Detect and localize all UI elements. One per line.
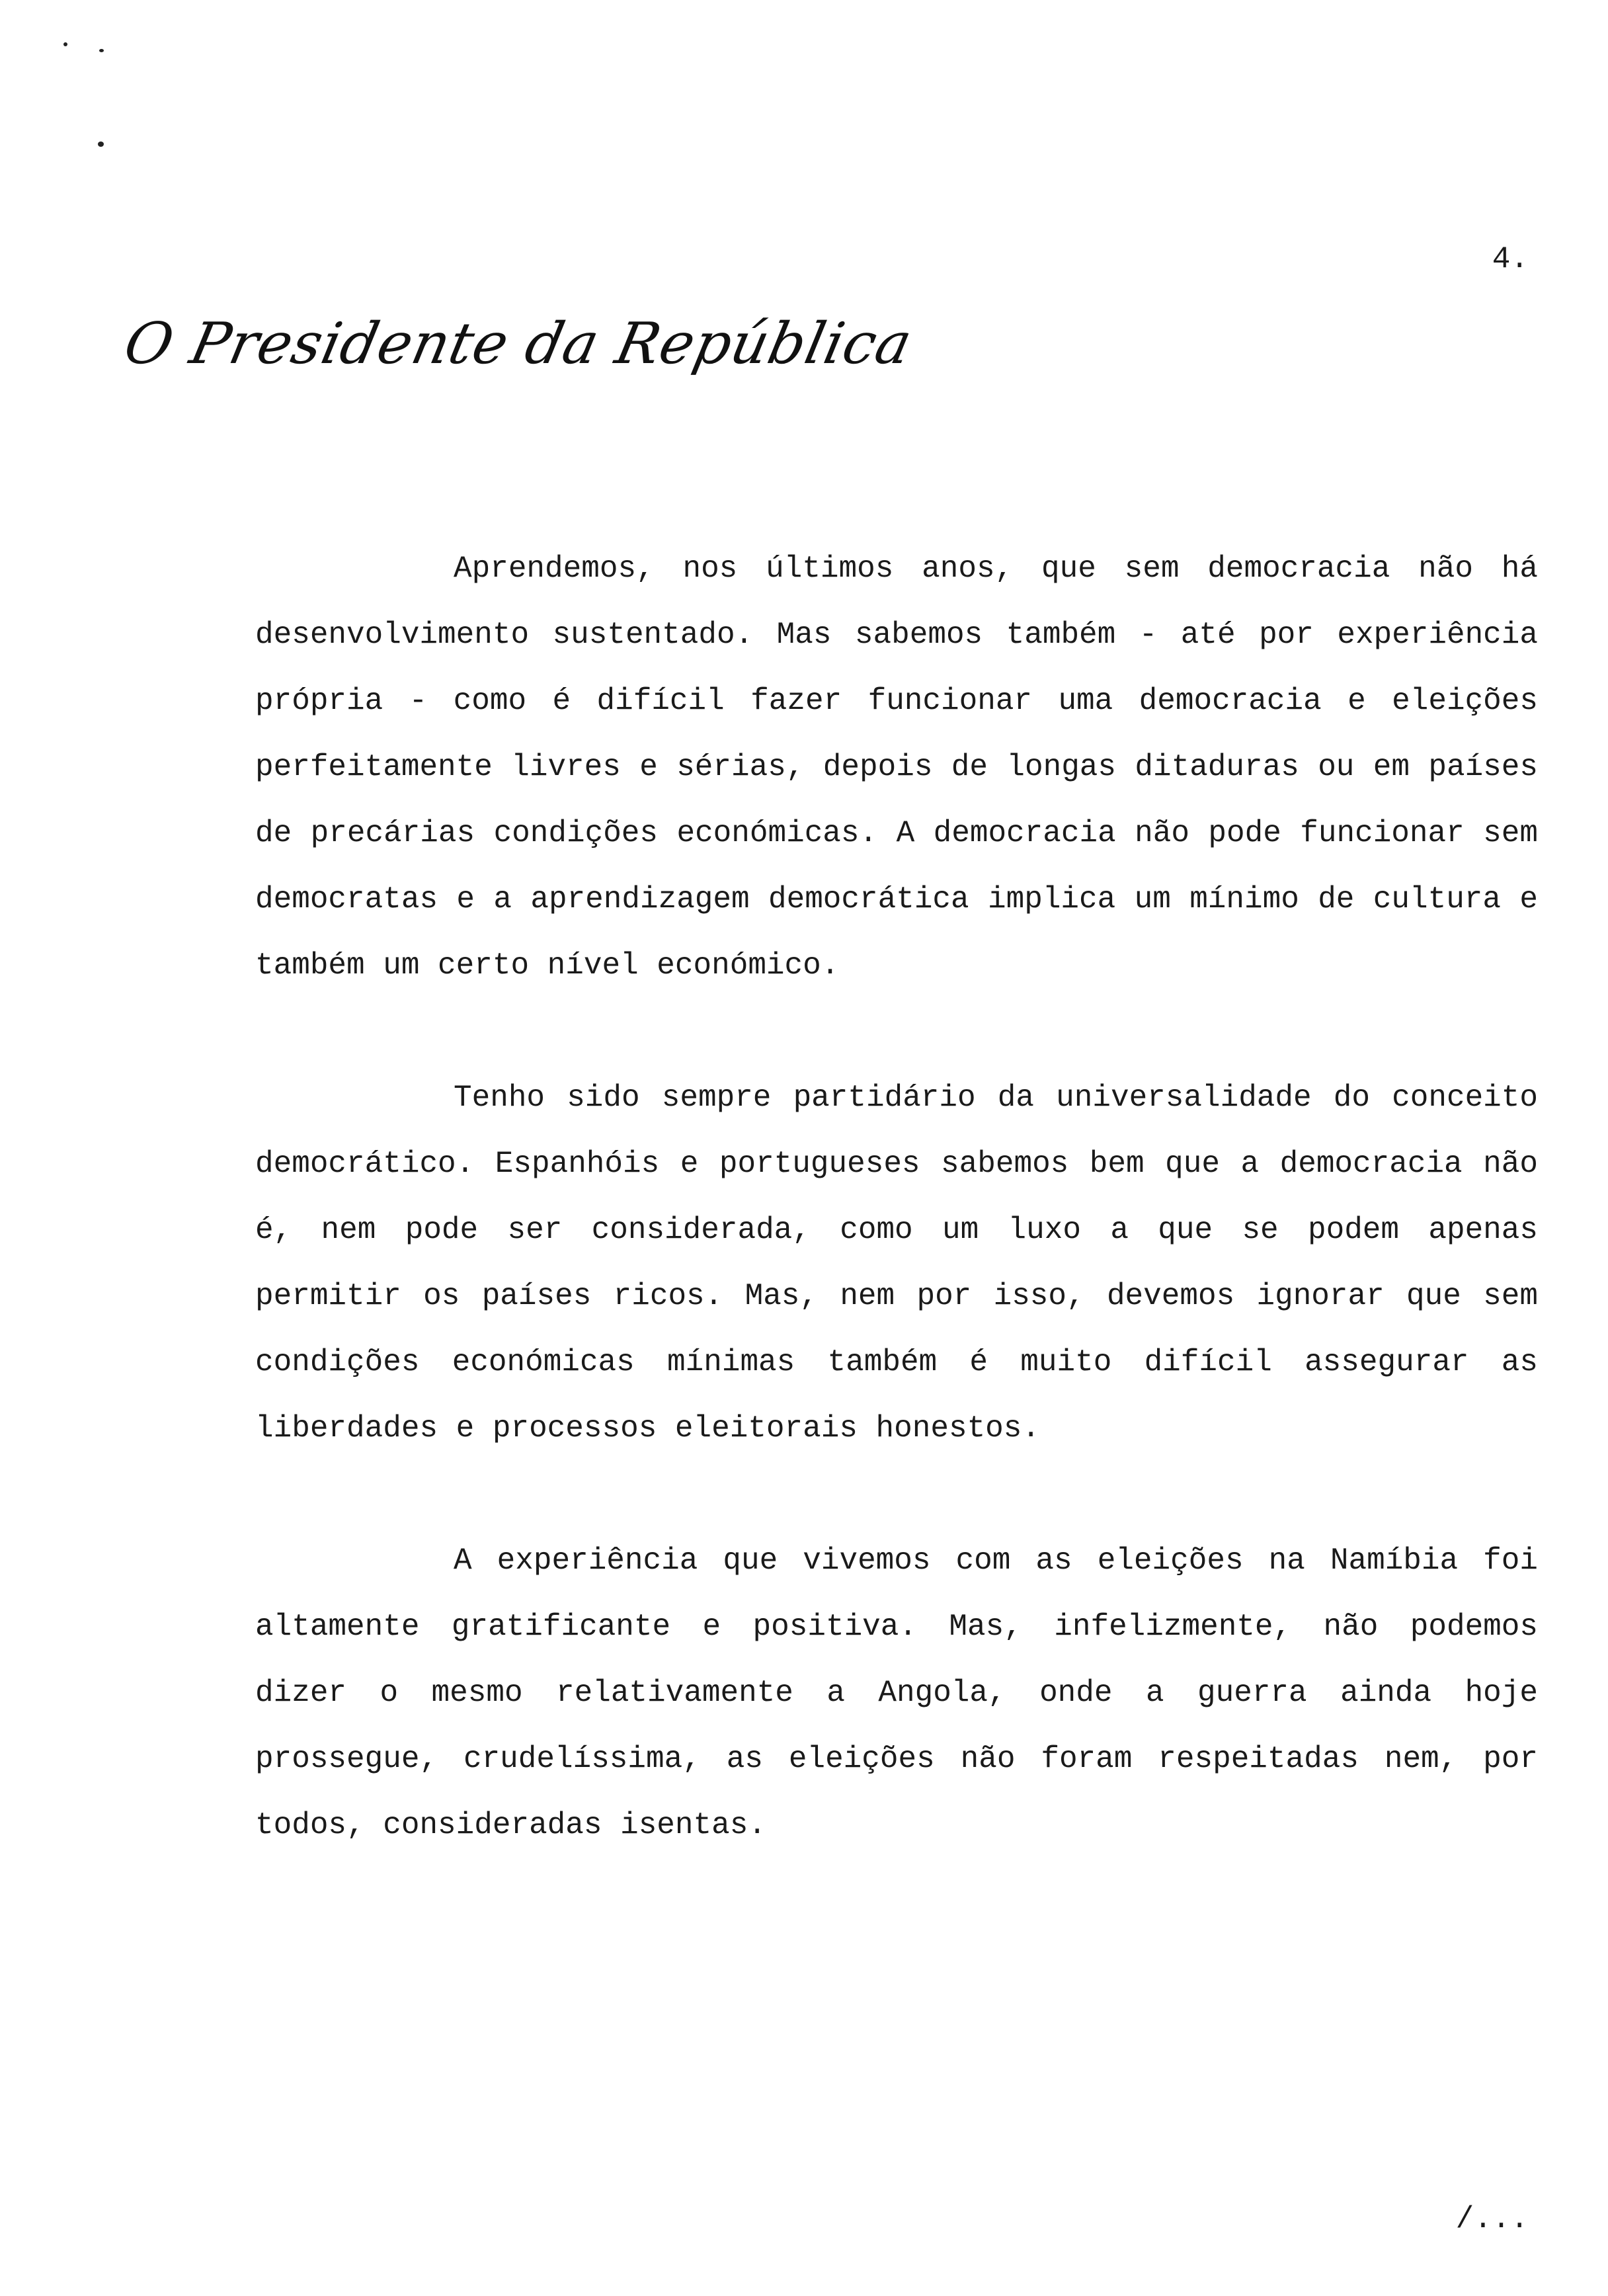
page-number: 4. bbox=[1492, 242, 1529, 276]
scan-speck bbox=[98, 142, 104, 147]
paragraph-2: Tenho sido sempre partidário da universalidade do conceito democrático. Espanhóis e portugueses sabemos bem que a democracia não é, nem pode ser considerada, como um luxo a que se podem apenas permitir os países ricos. Mas, nem por isso, devemos ignorar que sem condições económicas mínimas também é muito difícil assegurar as liberdades e processos eleitorais honestos. bbox=[255, 1081, 1538, 1446]
continuation-mark: /... bbox=[1455, 2202, 1529, 2236]
paragraph-1: Aprendemos, nos últimos anos, que sem democracia não há desenvolvimento sustentado. Mas sabemos também - até por experiência própria - como é difícil fazer funcionar uma democracia e eleições perfeitamente livres e sérias, depois de longas ditaduras ou em países de precárias condições económicas. A democracia não pode funcionar sem democratas e a aprendizagem democrática implica um mínimo de cultura e também um certo nível económico. bbox=[255, 552, 1538, 983]
letterhead-title: O Presidente da República bbox=[118, 311, 918, 377]
paragraph-3: A experiência que vivemos com as eleições na Namíbia foi altamente gratificante e positiva. Mas, infelizmente, não podemos dizer o mesmo relativamente a Angola, onde a guerra ainda hoje prossegue, crudelíssima, as eleições não foram respeitadas nem, por todos, consideradas isentas. bbox=[255, 1543, 1538, 1842]
body-text bbox=[255, 536, 1538, 1924]
scan-speck bbox=[99, 49, 104, 52]
scan-speck bbox=[63, 42, 67, 46]
